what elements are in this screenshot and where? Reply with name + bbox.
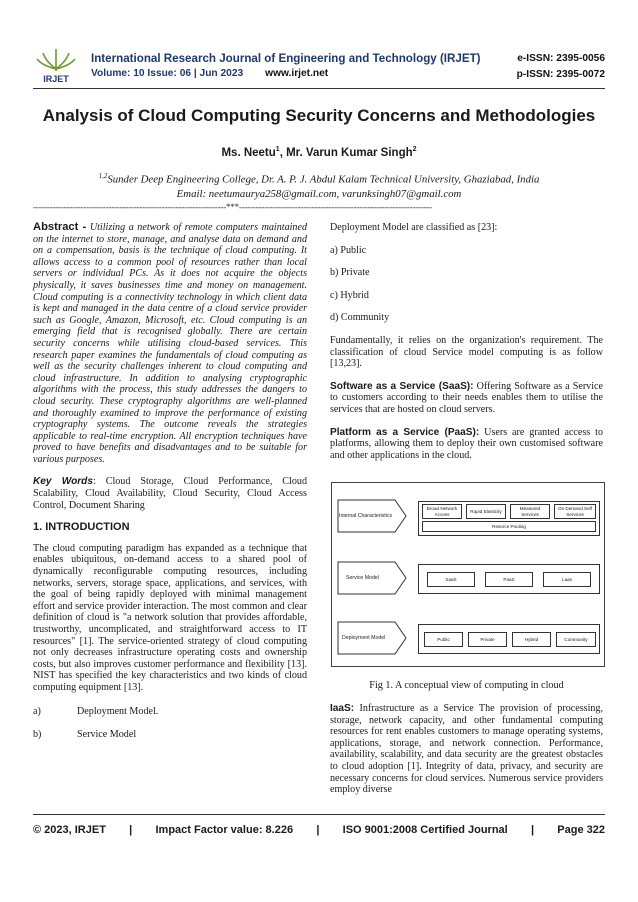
figure-cloud-conceptual-view — [331, 482, 605, 667]
abstract-text: Utilizing a network of remote computers maintained on the internet to store, manage, and analyse data on demand and on a compensation, basis is the technique of cloud computing. It allows access to a common pool of resources rather than local servers or individual PCs. As it does not acquire the objects physically, it saves businesses time and money on management. Cloud computing is a connectivity technology in which client data is kept and managed in the data centre of a cloud service provider such as Google, Amazon, Microsoft, etc. Cloud computing is an emerging field that is recognised globally. There are certain security concerns while utilising cloud-based services. This research paper examines the fundamentals of cloud computing as well as the security challenges inherent to cloud computing and cloud infrastructure. In addition to analysing cryptographic algorithms with the process, this study addresses the dangers to cloud security. These cryptography algorithms are well-planned and thoroughly examined to improve the performance of existing cryptography systems. The outcome reveals the strategies applicable to real-time encryption. All encryption techniques have proved to have benefits and disadvantages and to be suitable for various purposes. — [33, 222, 308, 465]
keywords-text: : Cloud Storage, Cloud Performance, Cloud Scalability, Cloud Availability, Cloud Security, Cloud Access Control, Document Sharing — [33, 476, 307, 511]
deployment-intro: Deployment Model are classified as [23]: — [330, 222, 498, 233]
page-footer — [33, 824, 605, 836]
figure-cell: Public — [424, 632, 463, 647]
footer-separator: | — [316, 824, 320, 836]
figure-panel — [418, 501, 600, 536]
logo-text: IRJET — [43, 74, 69, 84]
saas-paragraph: Software as a Service (SaaS): Offering Software as a Service to customers according to their needs enables them to utilise the services that are hosted on cloud servers. — [330, 380, 603, 415]
figure-cell: PaaS — [485, 572, 533, 587]
figure-cell: Rapid Elasticity — [466, 504, 506, 519]
affiliation: $^{1,2}$Sunder Deep Engineering College, Dr. A. P. J. Abdul Kalam Technical University, Ghaziabad, India — [98, 172, 540, 186]
footer-page-number: Page 322 — [557, 824, 605, 836]
irjet-logo — [33, 45, 79, 85]
paper-authors: Ms. Neetu$^1$, Mr. Varun Kumar Singh$^2$ — [221, 146, 417, 159]
header-divider — [33, 88, 605, 89]
footer-iso: ISO 9001:2008 Certified Journal — [342, 824, 508, 836]
footer-divider — [33, 814, 605, 815]
figure-cell: Laas — [543, 572, 591, 587]
figure-cell: Hybrid — [512, 632, 551, 647]
figure-cell: On Demand Self Services — [554, 504, 596, 519]
figure-cell: Community — [556, 632, 596, 647]
figure-cell: Measured Services — [510, 504, 550, 519]
abstract-label: Abstract - — [33, 221, 87, 233]
volume-issue: Volume: 10 Issue: 06 | Jun 2023 — [91, 68, 244, 79]
section-heading-introduction: 1. INTRODUCTION — [33, 521, 130, 534]
keywords-label: Key Words — [33, 476, 93, 488]
footer-separator: | — [129, 824, 133, 836]
list-item: b) Service Model — [33, 729, 137, 741]
figure-cell: SaaS — [427, 572, 475, 587]
footer-copyright: © 2023, IRJET — [33, 824, 106, 836]
paper-title: Analysis of Cloud Computing Security Concerns and Methodologies — [42, 106, 596, 125]
section-separator: ---------------------------------------------------------------------***--------------------------------------------------------------------- — [33, 202, 432, 212]
figure-caption: Fig 1. A conceptual view of computing in cloud — [369, 680, 564, 691]
figure-cell-resource-pooling: Resorce Pooling — [422, 521, 596, 532]
figure-row-label: Deployment Model — [342, 635, 386, 641]
figure-panel — [418, 624, 600, 654]
footer-impact-factor: Impact Factor value: 8.226 — [155, 824, 294, 836]
figure-row-label: Internal Characteristics — [339, 513, 393, 519]
figure-panel — [418, 564, 600, 594]
journal-name: International Research Journal of Engineering and Technology (IRJET) — [91, 52, 481, 65]
journal-issue-line — [91, 68, 328, 79]
e-issn: e-ISSN: 2395-0056 — [517, 53, 605, 64]
list-item: a) Deployment Model. — [33, 705, 159, 717]
deployment-item-public: a) Public — [330, 244, 367, 256]
footer-separator: | — [530, 824, 535, 836]
right-column — [330, 222, 603, 472]
fundamentally-paragraph: Fundamentally, it relies on the organization's requirement. The classification of cloud Service model computing is as follow [13,23]. — [330, 334, 603, 370]
figure-cell: Broad Network Access — [422, 504, 462, 519]
figure-cell: Private — [468, 632, 507, 647]
p-issn: p-ISSN: 2395-0072 — [516, 69, 605, 80]
iaas-paragraph: IaaS: Infrastructure as a Service The provision of processing, storage, network capacity, and other fundamental computing resources for rent enables customers to manage operating systems, applications, storage, and network connection. Performance, availability, scalability, and data security are the greatest obstacles to cloud adoption [1]. Integrity of data, privacy, and security are necessary concerns for cloud services. Numerous service providers employ diverse — [330, 703, 603, 796]
deployment-item-hybrid: c) Hybrid — [330, 289, 369, 301]
deployment-item-community: d) Community — [330, 312, 390, 324]
left-column — [33, 222, 307, 753]
figure-row-label: Service Model — [346, 575, 379, 581]
journal-website[interactable]: www.irjet.net — [265, 68, 329, 79]
intro-paragraph: The cloud computing paradigm has expanded as a technique that enables ubiquitous, on-demand access to a shared pool of dynamically reconfigurable computing resources, including networks, servers, storage space, applications, and services, with the goal of being rapidly deployed with minimal management effort and service provider interaction. The most common and clear definition of cloud is "a network solution that provides affordable, trustworthy, uncomplicated, and straightforward access to IT resources" [1]. The service-oriented strategy of cloud computing not only decreases infrastructure operating costs and ownership costs, but also improves customer performance and flexibility [13]. NIST has specified the key characteristics and two kinds of cloud computing equipment [13]. — [33, 542, 307, 693]
deployment-item-private: b) Private — [330, 267, 370, 279]
paas-paragraph: Platform as a Service (PaaS): Users are granted access to platforms, allowing them to deploy their own customised software and other applications in the cloud. — [330, 426, 603, 461]
abstract — [33, 222, 307, 465]
author-emails[interactable]: Email: neetumaurya258@gmail.com, varunksingh07@gmail.com — [176, 188, 462, 200]
keywords — [33, 476, 307, 511]
